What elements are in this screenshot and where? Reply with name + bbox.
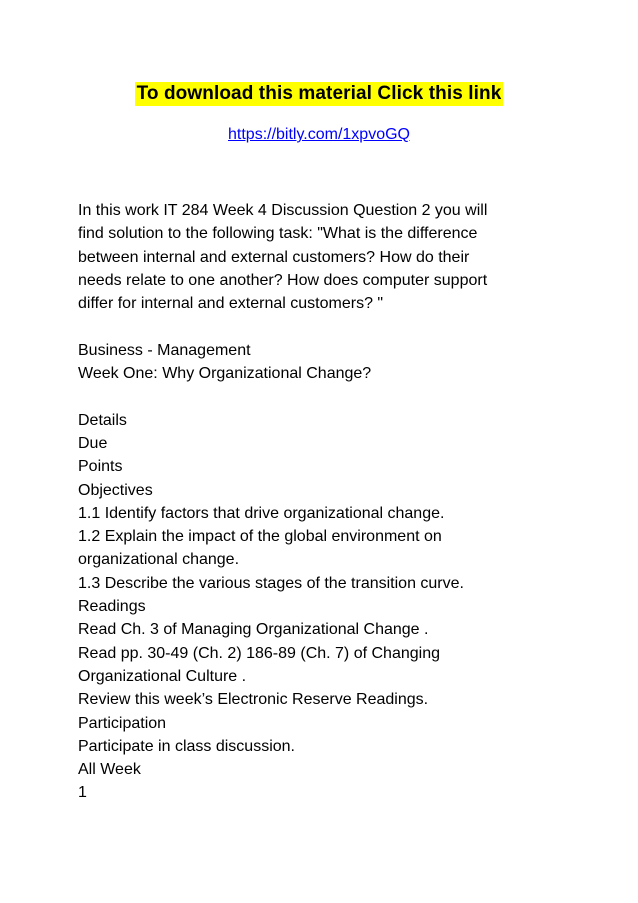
course-category: Business - Management [78,341,251,359]
intro-line: differ for internal and external customers? " [78,295,384,313]
readings-label: Readings [78,598,146,616]
objective-item: 1.1 Identify factors that drive organizational change. [78,504,445,522]
intro-line: In this work IT 284 Week 4 Discussion Question 2 you will [78,202,488,219]
due-label: Due [78,434,108,452]
objectives-label: Objectives [78,481,153,499]
intro-line: find solution to the following task: "What is the difference [78,225,478,243]
participation-item: Participate in class discussion. [78,737,295,755]
reading-item: Review this week’s Electronic Reserve Readings. [78,691,429,709]
points-label: Points [78,458,123,476]
objective-item: 1.3 Describe the various stages of the transition curve. [78,574,464,592]
timing-label: All Week [78,761,141,779]
points-value: 1 [78,784,87,802]
reading-item: Read pp. 30-49 (Ch. 2) 186-89 (Ch. 7) of Changing [78,644,440,662]
link-container [0,124,638,146]
document-body [78,199,548,828]
objective-item: 1.2 Explain the impact of the global environment on [78,528,442,546]
reading-item: Read Ch. 3 of Managing Organizational Change . [78,621,429,639]
reading-item-continued: Organizational Culture . [78,667,247,685]
intro-line: between internal and external customers? How do their [78,248,470,266]
objective-item-continued: organizational change. [78,551,240,569]
download-title: To download this material Click this link [136,83,502,104]
title-container [0,82,638,106]
participation-label: Participation [78,714,167,732]
details-paragraph [78,409,548,805]
details-label: Details [78,411,127,429]
intro-paragraph [78,199,548,315]
intro-line: needs relate to one another? How does computer support [78,271,488,289]
download-link[interactable]: https://bitly.com/1xpvoGQ [228,126,410,143]
course-paragraph [78,339,548,386]
week-heading: Week One: Why Organizational Change? [78,365,372,383]
